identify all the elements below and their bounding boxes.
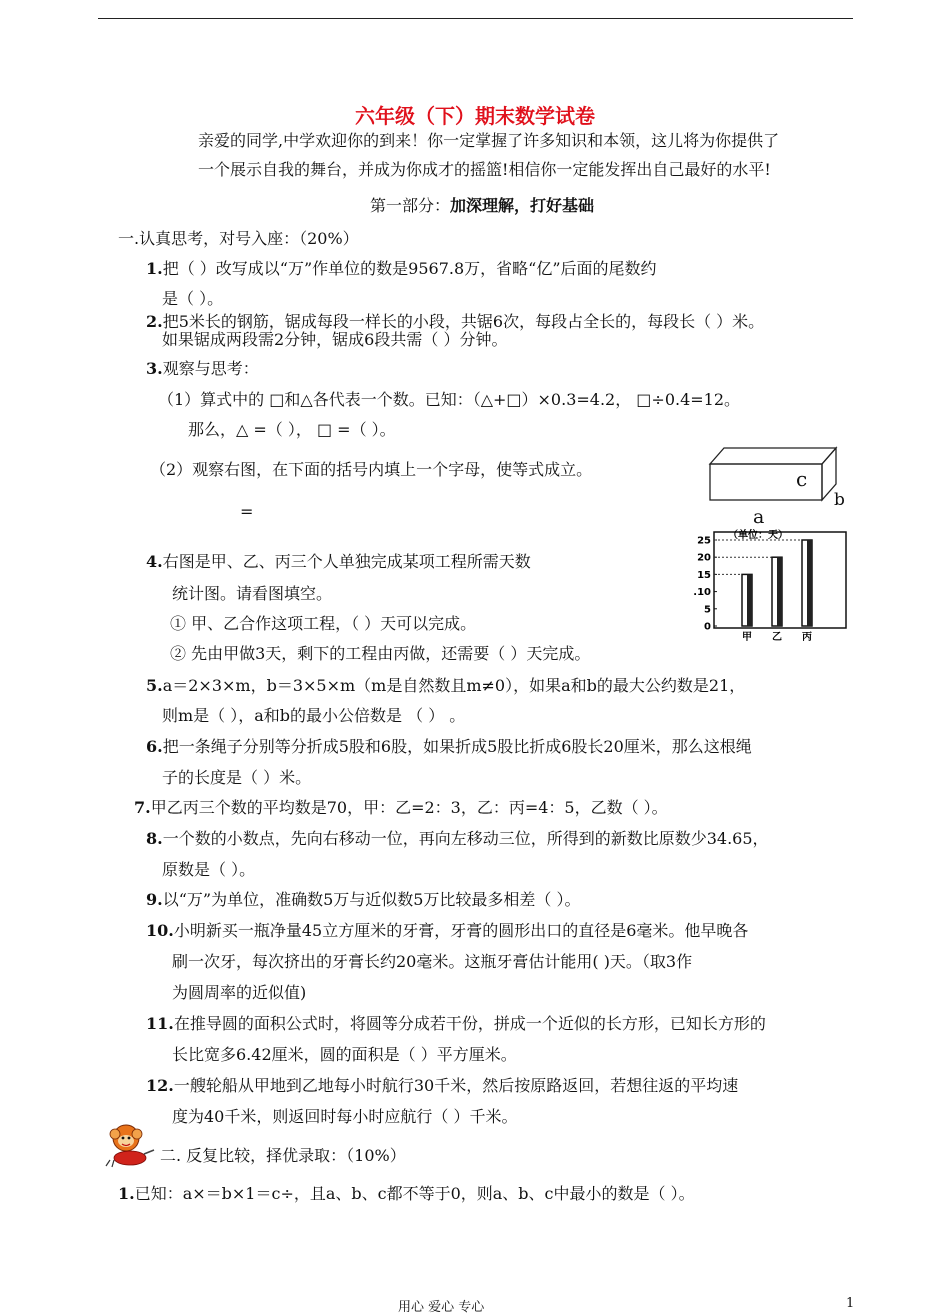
intro-line-1: 亲爱的同学,中学欢迎你的到来！你一定掌握了许多知识和本领，这儿将为你提供了 bbox=[198, 131, 780, 150]
section2-question-1 bbox=[118, 1181, 695, 1204]
y-tick-label: 5 bbox=[704, 604, 711, 616]
question-5 bbox=[146, 673, 745, 696]
cuboid-label-c: c bbox=[796, 467, 808, 491]
question-3 bbox=[146, 356, 259, 379]
part1-heading bbox=[370, 193, 594, 216]
q2-number: 2. bbox=[146, 312, 163, 331]
bar-shading bbox=[747, 574, 752, 626]
question-9 bbox=[146, 887, 581, 910]
q2-line-2: 如果锯成两段需2分钟，锯成6段共需（ ）分钟。 bbox=[162, 330, 508, 349]
question-4 bbox=[146, 549, 531, 572]
q3-2-equation: = bbox=[240, 502, 254, 521]
y-tick-label: .10 bbox=[693, 587, 711, 599]
q6-number: 6. bbox=[146, 737, 163, 756]
question-12 bbox=[146, 1073, 738, 1096]
category-label: 丙 bbox=[802, 632, 812, 643]
monkey-mascot-icon bbox=[104, 1120, 156, 1168]
page-number: 1 bbox=[846, 1296, 855, 1311]
q3-2-line-1: （2）观察右图，在下面的括号内填上一个字母，使等式成立。 bbox=[150, 460, 593, 479]
part1-title: 加深理解，打好基础 bbox=[450, 196, 595, 215]
cuboid-figure bbox=[708, 444, 838, 514]
s2-q1-line-1: 已知：a×＝b×1＝c÷，且a、b、c都不等于0，则a、b、c中最小的数是（ ）。 bbox=[134, 1184, 695, 1203]
bar-chart bbox=[690, 518, 850, 646]
q4-number: 4. bbox=[146, 552, 163, 571]
header-rule bbox=[98, 18, 853, 19]
y-tick-label: 0 bbox=[704, 621, 711, 633]
q11-line-1: 在推导圆的面积公式时，将圆等分成若干份，拼成一个近似的长方形，已知长方形的 bbox=[173, 1014, 766, 1033]
cuboid-label-b: b bbox=[834, 490, 845, 510]
q4-item-b: ② 先由甲做3天，剩下的工程由丙做，还需要（ ）天完成。 bbox=[170, 644, 591, 663]
q10-line-3: 为圆周率的近似值) bbox=[172, 983, 307, 1002]
q4-line-1: 右图是甲、乙、丙三个人单独完成某项工程所需天数 bbox=[162, 552, 531, 571]
q6-line-2: 子的长度是（ ）米。 bbox=[162, 768, 312, 787]
y-tick-label: 25 bbox=[697, 535, 711, 547]
q10-line-2: 刷一次牙，每次挤出的牙膏长约20毫米。这瓶牙膏估计能用( )天。（取3作 bbox=[172, 952, 693, 971]
part1-prefix: 第一部分： bbox=[370, 196, 451, 215]
q8-line-2: 原数是（ ）。 bbox=[162, 860, 256, 879]
q3-number: 3. bbox=[146, 359, 163, 378]
section1-heading: 一.认真思考，对号入座：（20%） bbox=[118, 229, 359, 248]
section2-heading: 二. 反复比较，择优录取：（10%） bbox=[160, 1146, 406, 1165]
q1-number: 1. bbox=[146, 259, 163, 278]
s2-q1-number: 1. bbox=[118, 1184, 135, 1203]
category-label: 甲 bbox=[742, 632, 752, 643]
q10-line-1: 小明新买一瓶净量45立方厘米的牙膏，牙膏的圆形出口的直径是6毫米。他早晚各 bbox=[173, 921, 749, 940]
q8-number: 8. bbox=[146, 829, 163, 848]
q7-line-1: 甲乙丙三个数的平均数是70，甲：乙=2：3，乙：丙=4：5，乙数（ ）。 bbox=[150, 798, 668, 817]
cuboid-top-face bbox=[710, 448, 836, 464]
question-7 bbox=[134, 795, 668, 818]
question-11 bbox=[146, 1011, 766, 1034]
q5-line-1: a＝2×3×m，b＝3×5×m（m是自然数且m≠0），如果a和b的最大公约数是21， bbox=[162, 676, 746, 695]
q2-line-1: 把5米长的钢筋，锯成每段一样长的小段，共锯6次，每段占全长的，每段长（ ）米。 bbox=[162, 312, 765, 331]
q12-line-2: 度为40千米，则返回时每小时应航行（ ）千米。 bbox=[172, 1107, 518, 1126]
q4-line-2: 统计图。请看图填空。 bbox=[172, 584, 333, 603]
footer-motto: 用心 爱心 专心 bbox=[398, 1300, 485, 1315]
q9-number: 9. bbox=[146, 890, 163, 909]
question-8 bbox=[146, 826, 769, 849]
y-tick-label: 15 bbox=[697, 569, 711, 581]
q12-number: 12. bbox=[146, 1076, 174, 1095]
q5-number: 5. bbox=[146, 676, 163, 695]
q8-line-1: 一个数的小数点，先向右移动一位，再向左移动三位，所得到的新数比原数少34.65， bbox=[162, 829, 769, 848]
q3-1-line-1: （1）算式中的 □和△各代表一个数。已知：（△+□）×0.3=4.2， □÷0.4=12。 bbox=[158, 390, 741, 409]
q3-1-line-2: 那么，△ =（ ）， □ =（ ）。 bbox=[188, 420, 396, 439]
q5-line-2: 则m是（ ），a和b的最小公倍数是 （ ） 。 bbox=[162, 706, 466, 725]
y-tick-label: 20 bbox=[697, 552, 711, 564]
intro-line-2: 一个展示自我的舞台，并成为你成才的摇篮!相信你一定能发挥出自己最好的水平! bbox=[198, 160, 771, 179]
page-title: 六年级（下）期末数学试卷 bbox=[355, 104, 595, 128]
q10-number: 10. bbox=[146, 921, 174, 940]
q3-line-1: 观察与思考： bbox=[162, 359, 259, 378]
question-1 bbox=[146, 256, 657, 279]
category-label: 乙 bbox=[772, 632, 782, 643]
question-10 bbox=[146, 918, 748, 941]
bar-shading bbox=[777, 557, 782, 626]
cuboid-label-a: a bbox=[753, 506, 765, 528]
q11-line-2: 长比宽多6.42厘米，圆的面积是（ ）平方厘米。 bbox=[172, 1045, 517, 1064]
q4-item-a: ① 甲、乙合作这项工程，（ ）天可以完成。 bbox=[170, 614, 477, 633]
q11-number: 11. bbox=[146, 1014, 174, 1033]
q6-line-1: 把一条绳子分别等分折成5股和6股，如果折成5股比折成6股长20厘米，那么这根绳 bbox=[162, 737, 752, 756]
q1-line-1: 把（ ）改写成以“万”作单位的数是9567.8万，省略“亿”后面的尾数约 bbox=[162, 259, 657, 278]
q12-line-1: 一艘轮船从甲地到乙地每小时航行30千米，然后按原路返回，若想往返的平均速 bbox=[173, 1076, 739, 1095]
q7-number: 7. bbox=[134, 798, 151, 817]
bar-shading bbox=[807, 540, 812, 626]
q9-line-1: 以“万”为单位，准确数5万与近似数5万比较最多相差（ ）。 bbox=[162, 890, 581, 909]
question-6 bbox=[146, 734, 752, 757]
chart-title: （单位：天） bbox=[728, 530, 788, 541]
q1-line-2: 是（ ）。 bbox=[162, 289, 224, 308]
